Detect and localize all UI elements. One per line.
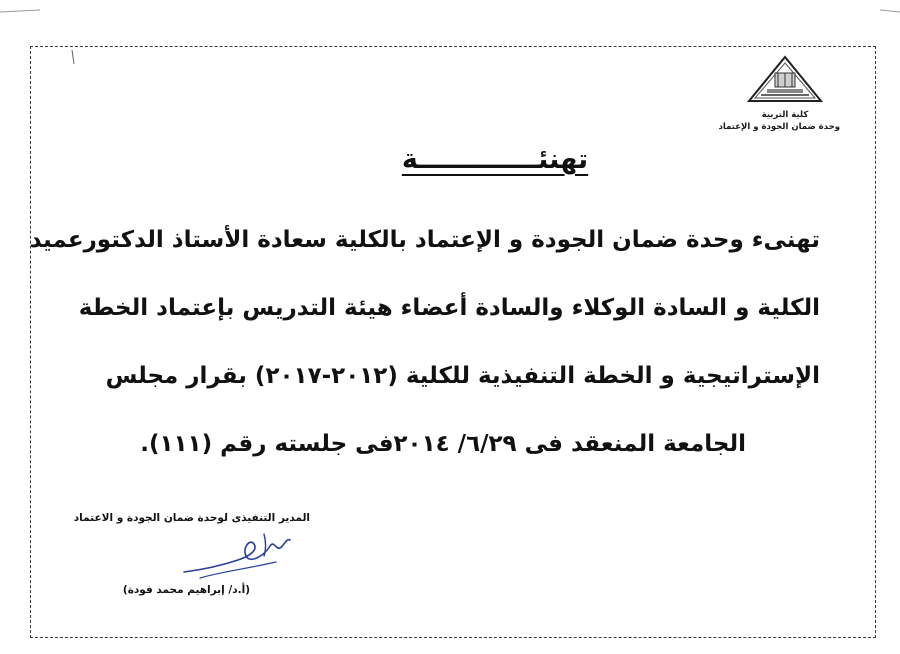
body-line: تهنىء وحدة ضمان الجودة و الإعتماد بالكلية سعادة الأستاذ الدكتورعميد xyxy=(29,227,820,253)
title-row xyxy=(0,144,900,175)
body-line: الإستراتيجية و الخطة التنفيذية للكلية (٢٠١٢-٢٠١٧) بقرار مجلس xyxy=(105,363,820,389)
body-line: الكلية و السادة الوكلاء والسادة أعضاء هيئة التدريس بإعتماد الخطة xyxy=(78,295,820,321)
quality-unit-name: وحدة ضمان الجودة و الإعتماد xyxy=(718,122,840,132)
handwritten-signature-icon xyxy=(180,526,310,584)
signatory-name: (أ.د/ إبراهيم محمد فودة) xyxy=(122,584,250,596)
signatory-role: المدير التنفيذى لوحدة ضمان الجودة و الاعتماد xyxy=(73,512,310,524)
faculty-name: كلية التربية xyxy=(761,110,809,120)
page-title: تهنئـــــــــــــة xyxy=(401,144,589,175)
signature-block xyxy=(70,512,310,596)
letterhead xyxy=(718,55,840,133)
body-line: الجامعة المنعقد فى ٦/٢٩/ ٢٠١٤فى جلسته رقم (١١١). xyxy=(140,431,746,457)
university-emblem-icon xyxy=(747,55,823,103)
congratulation-text xyxy=(29,206,820,478)
